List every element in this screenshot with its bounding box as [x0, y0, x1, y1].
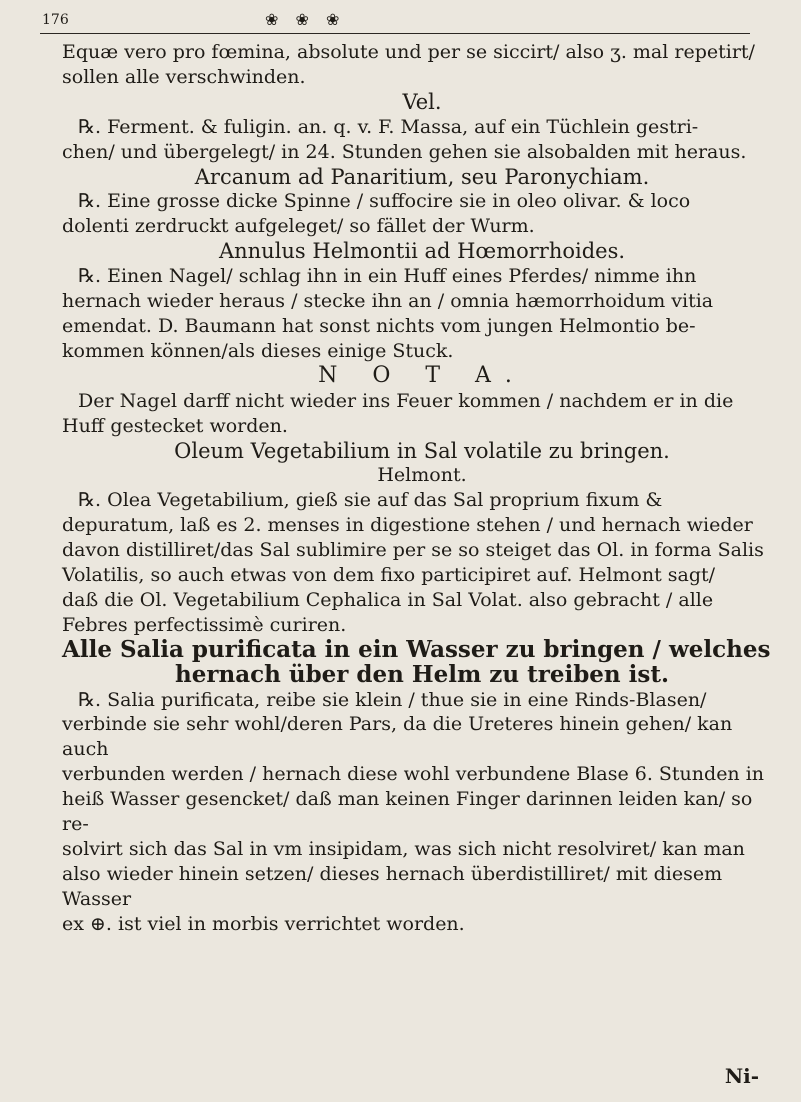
text-line: dolenti zerdruckt aufgeleget/ so fället der Wurm.	[62, 215, 535, 238]
text-line: ex ⊕. ist viel in morbis verrichtet worden.	[62, 912, 465, 935]
section-heading: Vel.	[402, 89, 442, 114]
text-line: davon distilliret/das Sal sublimire per se so steiget das Ol. in forma Salis	[62, 539, 764, 562]
recipe-line: ℞. Ferment. & fuligin. an. q. v. F. Massa, auf ein Tüchlein gestri-	[78, 115, 699, 138]
recipe-line: ℞. Eine grosse dicke Spinne / suffocire sie in oleo olivar. & loco	[78, 190, 691, 213]
text-line: Equæ vero pro fœmina, absolute und per se siccirt/ also ʒ. mal repetirt/	[62, 41, 755, 63]
text-line: also wieder hinein setzen/ dieses hernach überdistilliret/ mit diesem Wasser	[62, 862, 723, 910]
nota-heading: N O T A.	[318, 362, 526, 388]
text-line: solvirt sich das Sal in vm insipidam, was sich nicht resolviret/ kan man	[62, 838, 745, 860]
recipe-line: ℞. Salia purificata, reibe sie klein / thue sie in eine Rinds-Blasen/	[78, 688, 707, 711]
section-heading: Arcanum ad Panaritium, seu Paronychiam.	[194, 164, 650, 189]
section-heading: Annulus Helmontii ad Hœmorrhoides.	[218, 239, 626, 264]
section-heading: Oleum Vegetabilium in Sal volatile zu bringen.	[174, 438, 670, 463]
header-ornaments: ❀ ❀ ❀	[265, 10, 346, 29]
text-line: verbinde sie sehr wohl/deren Pars, da die Ureteres hinein gehen/ kan auch	[62, 713, 733, 761]
header-rule	[40, 33, 750, 34]
section-heading: hernach über den Helm zu treiben ist.	[175, 660, 669, 688]
author-line: Helmont.	[377, 464, 467, 487]
recipe-line: ℞. Einen Nagel/ schlag ihn in ein Huff eines Pferdes/ nimme ihn	[78, 265, 697, 288]
text-line: Volatilis, so auch etwas von dem fixo participiret auf. Helmont sagt/	[62, 564, 716, 587]
text-line: depuratum, laß es 2. menses in digestione stehen / und hernach wieder	[62, 514, 753, 537]
text-line: daß die Ol. Vegetabilium Cephalica in Sal Volat. also gebracht / alle	[62, 588, 714, 611]
text-line: Huff gestecket worden.	[62, 414, 288, 437]
text-line: heiß Wasser gesencket/ daß man keinen Finger darinnen leiden kan/ so re-	[62, 788, 753, 836]
text-line: sollen alle verschwinden.	[62, 65, 306, 88]
page-number: 176	[42, 12, 69, 28]
text-line: verbunden werden / hernach diese wohl verbundene Blase 6. Stunden in	[62, 763, 765, 786]
text-line: kommen können/als dieses einige Stuck.	[62, 339, 454, 362]
text-line: Der Nagel darff nicht wieder ins Feuer kommen / nachdem er in die	[78, 389, 734, 412]
catchword: Ni-	[724, 1064, 759, 1088]
page-header	[40, 10, 760, 34]
text-line: chen/ und übergelegt/ in 24. Stunden gehen sie alsobalden mit heraus.	[62, 140, 747, 163]
text-line: Febres perfectissimè curiren.	[62, 613, 347, 636]
text-line: emendat. D. Baumann hat sonst nichts vom jungen Helmontio be-	[62, 314, 696, 337]
recipe-line: ℞. Olea Vegetabilium, gieß sie auf das Sal proprium fixum &	[78, 489, 663, 512]
text-line: hernach wieder heraus / stecke ihn an / omnia hæmorrhoidum vitia	[62, 290, 714, 313]
page-body	[62, 40, 782, 937]
section-heading: Alle Salia purificata in ein Wasser zu bringen / welches	[62, 635, 771, 663]
